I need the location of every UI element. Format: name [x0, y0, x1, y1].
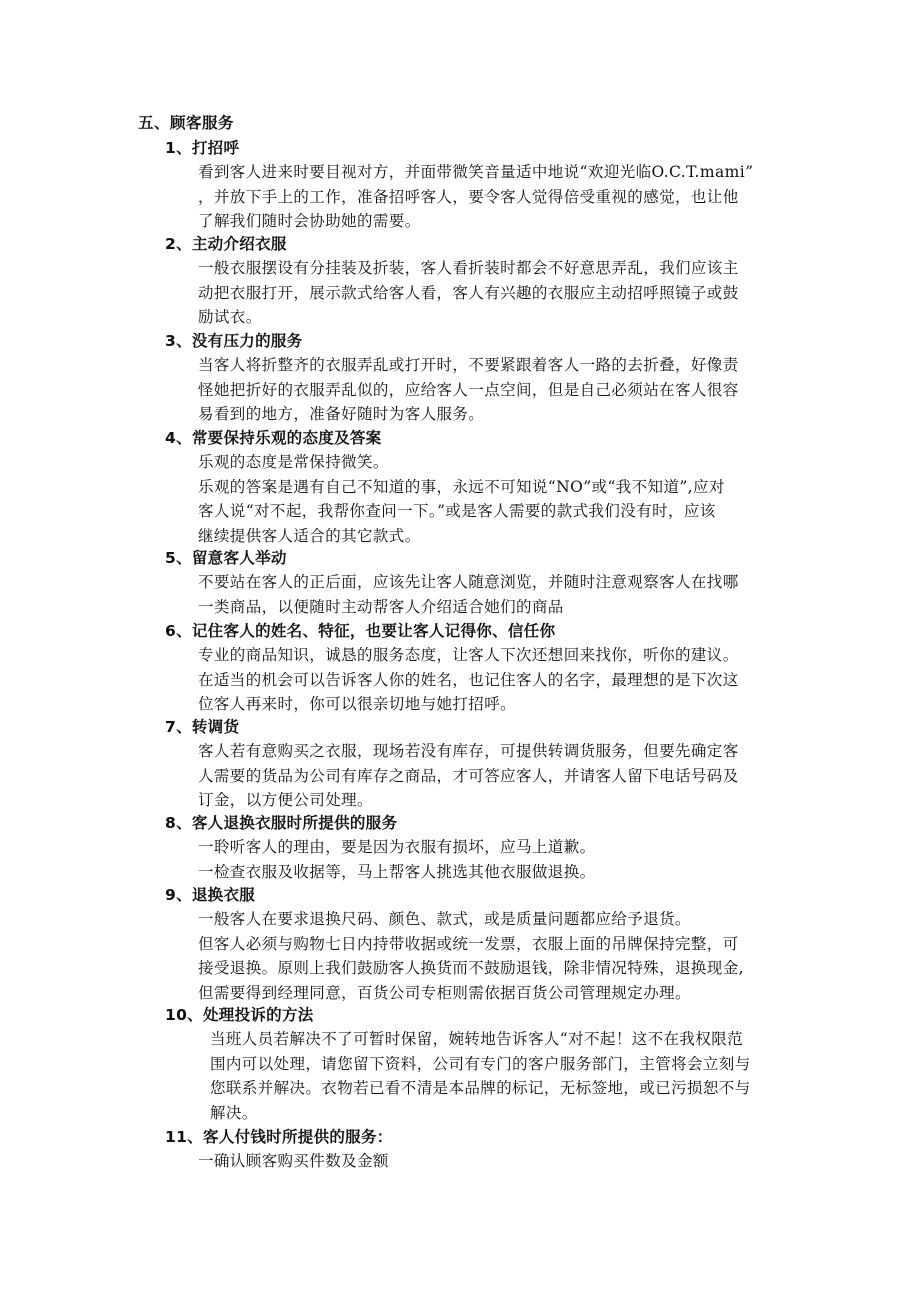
item-body: [198, 160, 798, 234]
item-heading: 4、常要保持乐观的态度及答案: [165, 429, 382, 447]
body-line: 但需要得到经理同意，百货公司专柜则需依据百货公司管理规定办理。: [198, 983, 691, 1002]
body-line: ，并放下手上的工作，准备招呼客人，要令客人觉得倍受重视的感觉，也让他: [198, 187, 739, 206]
item-body: [198, 1149, 798, 1174]
body-line: 您联系并解决。衣物若已看不清是本品牌的标记，无标签地，或已污损恕不与: [210, 1079, 751, 1097]
item-body: [198, 739, 798, 813]
body-line: 当班人员若解决不了可暂时保留，婉转地告诉客人“对不起！这不在我权限范: [210, 1030, 744, 1048]
item-heading: 6、记住客人的姓名、特征，也要让客人记得你、信任你: [165, 622, 556, 640]
item-heading: 9、退换衣服: [165, 886, 256, 904]
body-line: 继续提供客人适合的其它款式。: [198, 526, 421, 545]
item-body: [198, 643, 798, 717]
item-body: [198, 353, 798, 427]
body-line: 一聆听客人的理由，要是因为衣服有损坏，应马上道歉。: [198, 838, 596, 856]
body-line: 动把衣服打开，展示款式给客人看，客人有兴趣的衣服应主动招呼照镜子或鼓: [198, 283, 739, 302]
body-line: 位客人再来时，你可以很亲切地与她打招呼。: [198, 695, 517, 713]
body-line: 励试衣。: [198, 308, 262, 326]
item-body: [210, 1027, 810, 1125]
body-line: 但客人必须与购物七日内持带收据或统一发票，衣服上面的吊牌保持完整，可: [198, 934, 739, 953]
body-line: 接受退换。原则上我们鼓励客人换货而不鼓励退钱，除非情况特殊，退换现金,: [198, 959, 744, 977]
body-line: 看到客人进来时要目视对方，并面带微笑音量适中地说“欢迎光临O.C.T.mami”: [198, 163, 754, 181]
item-body: [198, 835, 798, 884]
body-line: 乐观的态度是常保持微笑。: [198, 453, 389, 471]
body-line: 乐观的答案是遇有自己不知道的事，永远不可知说“NO”或“我不知道”,应对: [198, 477, 725, 496]
body-line: 围内可以处理，请您留下资料，公司有专门的客户服务部门，主管将会立刻与: [210, 1054, 751, 1073]
item-heading: 3、没有压力的服务: [165, 332, 303, 350]
body-line: 怪她把折好的衣服弄乱似的，应给客人一点空间，但是自己必须站在客人很容: [198, 380, 739, 399]
item-body: [198, 907, 798, 1005]
body-line: 一类商品，以便随时主动帮客人介绍适合她们的商品: [198, 597, 564, 616]
body-line: 订金，以方便公司处理。: [198, 791, 373, 809]
body-line: 不要站在客人的正后面，应该先让客人随意浏览，并随时注意观察客人在找哪: [198, 573, 739, 591]
item-body: [198, 256, 798, 330]
body-line: 一确认顾客购买件数及金额: [198, 1152, 389, 1170]
body-line: 客人说“对不起，我帮你查问一下。”或是客人需要的款式我们没有时，应该: [198, 502, 716, 520]
body-line: 一般客人在要求退换尺码、颜色、款式，或是质量问题都应给予退货。: [198, 910, 691, 928]
section-title: 五、顾客服务: [138, 114, 235, 132]
body-line: 解决。: [210, 1103, 258, 1122]
body-line: 了解我们随时会协助她的需要。: [198, 212, 421, 230]
item-heading: 2、主动介绍衣服: [165, 235, 287, 253]
body-line: 易看到的地方，准备好随时为客人服务。: [198, 405, 485, 423]
item-body: [198, 450, 798, 548]
body-line: 当客人将折整齐的衣服弄乱或打开时，不要紧跟着客人一路的去折叠，好像责: [198, 356, 739, 374]
body-line: 人需要的货品为公司有库存之商品，才可答应客人，并请客人留下电话号码及: [198, 766, 739, 785]
item-heading: 7、转调货: [165, 718, 240, 736]
item-heading: 5、留意客人举动: [165, 549, 287, 567]
item-heading: 1、打招呼: [165, 139, 240, 157]
body-line: 专业的商品知识，诚恳的服务态度，让客人下次还想回来找你，听你的建议。: [198, 646, 739, 664]
item-body: [198, 570, 798, 619]
body-line: 在适当的机会可以告诉客人你的姓名，也记住客人的名字，最理想的是下次这: [198, 670, 739, 689]
body-line: 一般衣服摆设有分挂装及折装，客人看折装时都会不好意思弄乱，我们应该主: [198, 259, 739, 277]
item-heading: 8、客人退换衣服时所提供的服务: [165, 814, 398, 832]
body-line: 客人若有意购买之衣服，现场若没有库存，可提供转调货服务，但要先确定客: [198, 742, 739, 760]
item-heading: 11、客人付钱时所提供的服务：: [165, 1128, 393, 1146]
body-line: 一检查衣服及收据等，马上帮客人挑选其他衣服做退换。: [198, 862, 596, 881]
item-heading: 10、处理投诉的方法: [165, 1006, 314, 1024]
